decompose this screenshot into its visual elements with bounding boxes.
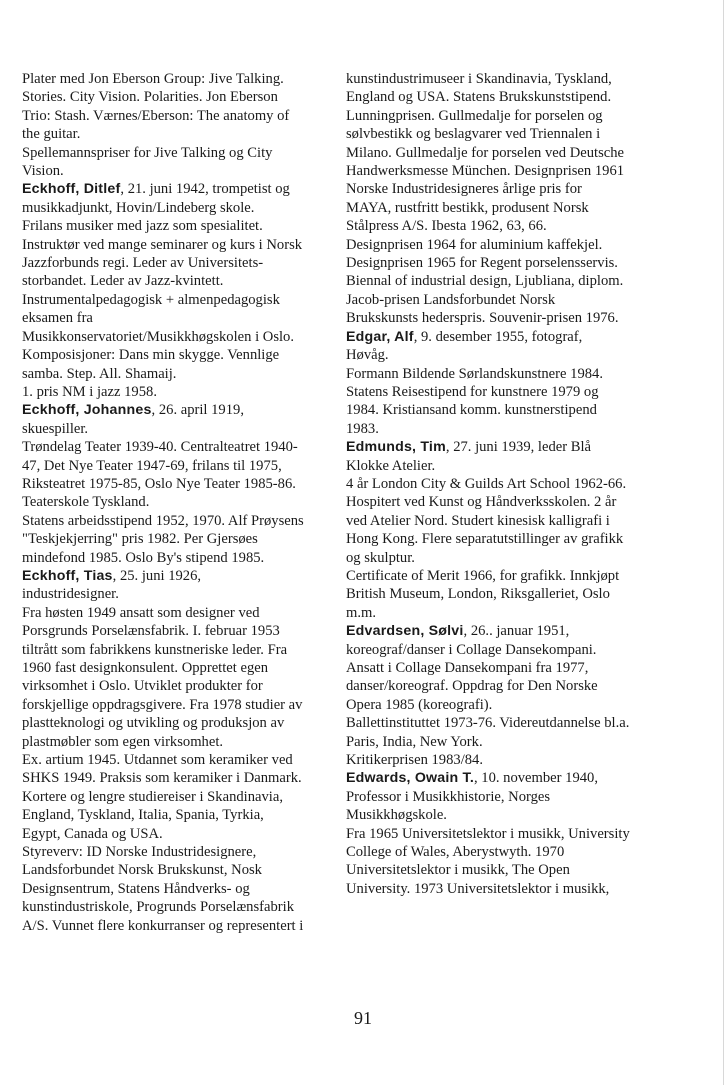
entry-text: , 26. april 1919, skuespiller. Trøndelag Teater 1939-40. Centralteatret 1940- 47, Det Nye Teater 1947-69, frilans til 1975, Riksteatret 1975-85, Oslo Nye Teater 1985-86. Teaterskole Tyskland. Statens arbeidsstipend 1952, 1970. Alf Prøysens "Teskjekjerring" pris 1982. Per Gjersøes mindefond 1985. Oslo By's stipend 1985. (22, 402, 304, 566)
entry-eckhoff-johannes (22, 401, 322, 567)
left-column (22, 70, 322, 935)
page-edge-divider (723, 0, 724, 1085)
entry-text: , 25. juni 1926, industridesigner. Fra høsten 1949 ansatt som designer ved Porsgrunds Porselænsfabrik. I. februar 1953 tiltrått som fabrikkens kunstneriske leder. Fra 1960 fast designkonsulent. Opprettet egen virksomhet i Oslo. Utviklet produkter for forskjellige oppdragsgivere. Fra 1978 studier av plastteknologi og utvikling og produksjon av plastmøbler som egen virksomhet. Ex. artium 1945. Utdannet som keramiker ved SHKS 1949. Praksis som keramiker i Danmark. Kortere og lengre studiereiser i Skandinavia, England, Tyskland, Italia, Spania, Tyrkia, Egypt, Canada og USA. Styreverv: ID Norske Industridesignere, Landsforbundet Norsk Brukskunst, Nosk Designsentrum, Statens Håndverks- og kunstindustriskole, Progrunds Porselænsfabrik A/S. Vunnet flere konkurranser og representert i (22, 567, 304, 934)
entry-text: , 10. november 1940, Professor i Musikkhistorie, Norges Musikkhøgskole. Fra 1965 Universitetslektor i musikk, University College of Wales, Aberystwyth. 1970 Universitetslektor i musikk, The Open University. 1973 Universitetslektor i musikk, (346, 770, 630, 897)
entry-text: , 21. juni 1942, trompetist og musikkadjunkt, Hovin/Lindeberg skole. Frilans musiker med jazz som spesialitet. Instruktør ved mange seminarer og kurs i Norsk Jazzforbunds regi. Leder av Universitets- storbandet. Leder av Jazz-kvintett. Instrumentalpedagogisk + almenpedagogisk eksamen fra Musikkonservatoriet/Musikkhøgskolen i Oslo. Komposisjoner: Dans min skygge. Vennlige samba. Step. All. Shamaij. 1. pris NM i jazz 1958. (22, 181, 303, 400)
entry-edwards-owain (346, 769, 646, 898)
entry-text: , 27. juni 1939, leder Blå Klokke Atelier. 4 år London City & Guilds Art School 1962-66. Hospitert ved Kunst og Håndverksskolen. 2 år ved Atelier Nord. Studert kinesisk kalligrafi i Hong Kong. Flere separatutstillinger av grafikk og skulptur. Certificate of Merit 1966, for grafikk. Innkjøpt British Museum, London, Riksgalleriet, Oslo m.m. (346, 439, 627, 621)
entry-eckhoff-ditlef (22, 180, 322, 401)
right-column (346, 70, 646, 898)
entry-name: Eckhoff, Johannes (22, 402, 152, 419)
entry-name: Edwards, Owain T. (346, 770, 474, 787)
left-continuation-text: Plater med Jon Eberson Group: Jive Talking. Stories. City Vision. Polarities. Jon Eberson Trio: Stash. Værnes/Eberson: The anatomy of the guitar. Spellemannspriser for Jive Talking og City Vision. (22, 71, 290, 180)
entry-name: Edvardsen, Sølvi (346, 623, 464, 640)
entry-edvardsen-solvi (346, 622, 646, 769)
entry-text: , 9. desember 1955, fotograf, Høvåg. Formann Bildende Sørlandskunstnere 1984. Statens Reisestipend for kunstnere 1979 og 1984. Kristiansand komm. kunstnerstipend 1983. (346, 328, 603, 437)
right-continuation-text: kunstindustrimuseer i Skandinavia, Tyskland, England og USA. Statens Brukskunststipend. Lunningprisen. Gullmedalje for porselen og sølvbestikk og beslagvarer ved Triennalen i Milano. Gullmedalje for porselen ved Deutsche Handwerksmesse München. Designprisen 1961 Norske Industridesigneres årlige pris for MAYA, rustfritt bestikk, produsent Norsk Stålpress A/S. Ibesta 1962, 63, 66. Designprisen 1964 for aluminium kaffekjel. Designprisen 1965 for Regent porselensservis. Biennal of industrial design, Ljubliana, diplom. Jacob-prisen Landsforbundet Norsk Brukskunsts hederspris. Souvenir-prisen 1976. (346, 71, 625, 327)
entry-name: Eckhoff, Ditlef (22, 181, 121, 198)
entry-edgar-alf (346, 328, 646, 438)
entry-eckhoff-tias (22, 567, 322, 935)
page-number: 91 (354, 1008, 372, 1028)
entry-text: , 26.. januar 1951, koreograf/danser i Collage Dansekompani. Ansatt i Collage Dansekompani fra 1977, danser/koreograf. Oppdrag for Den Norske Opera 1985 (koreografi). Ballettinstituttet 1973-76. Videreutdannelse bl.a. Paris, India, New York. Kritikerprisen 1983/84. (346, 623, 630, 769)
entry-name: Eckhoff, Tias (22, 567, 113, 584)
entry-edmunds-tim (346, 438, 646, 622)
entry-name: Edgar, Alf (346, 328, 414, 345)
entry-name: Edmunds, Tim (346, 439, 446, 456)
